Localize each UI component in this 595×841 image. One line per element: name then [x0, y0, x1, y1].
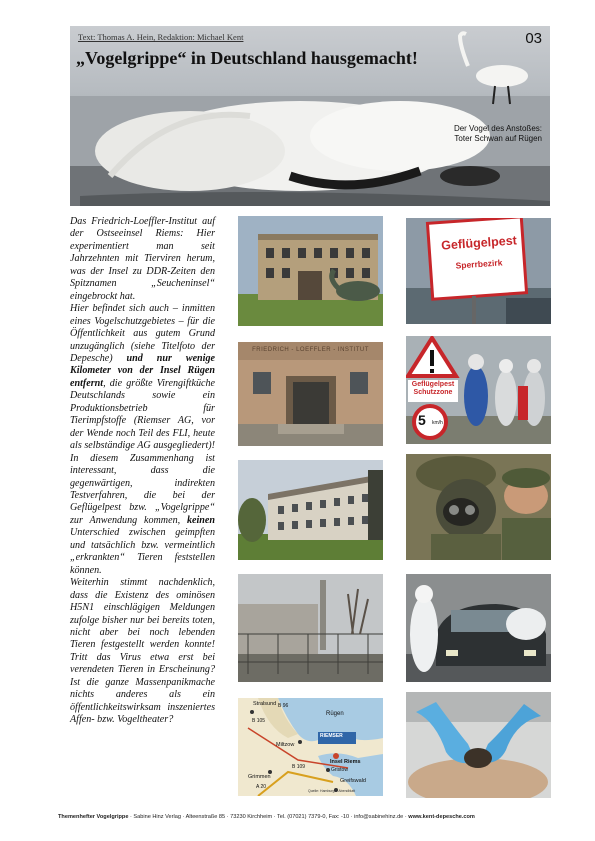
soldiers-gas-masks-photo [406, 454, 551, 560]
caption-line-1: Der Vogel des Anstoßes: [453, 124, 542, 133]
map-source: Quelle: Hamburger Abendblatt [308, 789, 356, 793]
footer-url[interactable]: www.kent-depesche.com [408, 814, 475, 820]
author-credit: Text: Thomas A. Hein, Redaktion: Michael Kent [78, 32, 244, 42]
fenced-facility-photo [238, 574, 383, 682]
zone-sign-text [408, 381, 458, 397]
article-body [70, 216, 215, 727]
paragraph-3: Weiterhin stimmt nachdenklich, dass die Existenz des ominösen H5N1 einschlägigen Meldungen zufolge bisher nur bei bereits toten, nicht aber bei noch lebenden Tieren festgestellt werden konnte! Tritt das Virus etwa erst bei verendeten Tieren in Erscheinung? Ist die ganze Massenpanikmache nichts anderes als ein öffentlichkeitswirksam inszeniertes Affen- bzw. Vogeltheater? [70, 577, 215, 726]
sperrbezirk-sign-photo [406, 218, 551, 324]
zone-sign-line-1: Geflügelpest [411, 381, 455, 388]
map-label-ruegen: Rügen [326, 711, 344, 717]
footer-address: · Sabine Hinz Verlag · Alteenstraße 85 · 73230 Kirchheim · Tel. (07021) 7379-0, Fax: -10 · info@sabinehinz.de · [128, 814, 409, 820]
riems-location-map [238, 698, 383, 796]
paragraph-2-text-b: , die größte Virengiftküche Deutschlands sowie ein Produktionsbetrieb für Tierimpfstoffe (Riemser AG, vor der Wende noch Teil des FLI, heute als selbständige AG ausgegliedert)! In diesem Zusammenhang ist interessant, dass die gegenwärtigen, indirekten Testverfahren, die bei der Geflügelpest bzw. „Vogelgrippe“ zur Anwendung kommen, [70, 377, 215, 526]
footer-brand: Themenhefter Vogelgrippe [58, 814, 129, 820]
sign-title: Geflügelpest [440, 233, 518, 253]
page-title: „Vogelgrippe“ in Deutschland hausgemacht! [76, 48, 418, 68]
map-label-greifswald: Greifswald [340, 778, 366, 784]
car-disinfection-photo [406, 574, 551, 682]
institute-wing-photo [238, 460, 383, 560]
paragraph-2-emphasis-2: keinen [186, 514, 215, 526]
gloved-hands-bird-photo [406, 692, 551, 798]
page-number: 03 [525, 30, 542, 47]
paragraph-2-text-c: Unterschied zwischen geimpften und tatsächlich bzw. vermeintlich „erkrankten“ Tieren feststellen können. [70, 527, 215, 576]
paragraph-2-text-a: Hier befindet sich auch – inmitten eines Vogelschutzgebietes – für die Öffentlichkeit aus gutem Grund unzugänglich (siehe Titelfoto der Depesche) [70, 303, 215, 364]
page-footer [58, 814, 553, 820]
map-label-b109: B 109 [292, 764, 306, 770]
speed-limit-value: 5 [418, 412, 426, 428]
speed-limit-unit: km/h [432, 420, 443, 426]
protection-zone-photo [406, 336, 551, 444]
map-label-b96: B 96 [278, 703, 289, 709]
map-label-b105: B 105 [252, 718, 266, 724]
institute-entrance-photo [238, 342, 383, 446]
institute-building-photo [238, 216, 383, 326]
photo-caption [432, 124, 542, 144]
map-label-miltzow: Miltzow [276, 742, 295, 748]
institute-sign: FRIEDRICH - LOEFFLER - INSTITUT [252, 347, 369, 353]
map-label-stralsund: Stralsund [253, 701, 277, 707]
zone-sign-line-2: Schutzzone [413, 389, 453, 396]
sign-subtitle: Sperrbezirk [455, 257, 503, 271]
map-label-insel-riems: Insel Riems [330, 759, 361, 765]
paragraph-1: Das Friedrich-Loeffler-Institut auf der Ostseeinsel Riems: Hier experimentiert man seit Jahrzehnten mit Tierviren herum, was der Insel zu DDR-Zeiten den Spitznamen „Seucheninsel“ eingebrockt hat. [70, 216, 215, 302]
map-label-grimmen: Grimmen [248, 774, 271, 780]
map-label-riemser: RIEMSER [320, 733, 343, 739]
map-label-gristow: Gristow [331, 767, 348, 773]
caption-line-2: Toter Schwan auf Rügen [454, 134, 542, 143]
header-banner [70, 26, 550, 206]
paragraph-2 [70, 303, 215, 577]
map-label-a20: A 20 [256, 784, 267, 790]
paragraph-2-emphasis: und nur wenige Kilometer von der Insel Rügen entfernt [70, 352, 215, 389]
